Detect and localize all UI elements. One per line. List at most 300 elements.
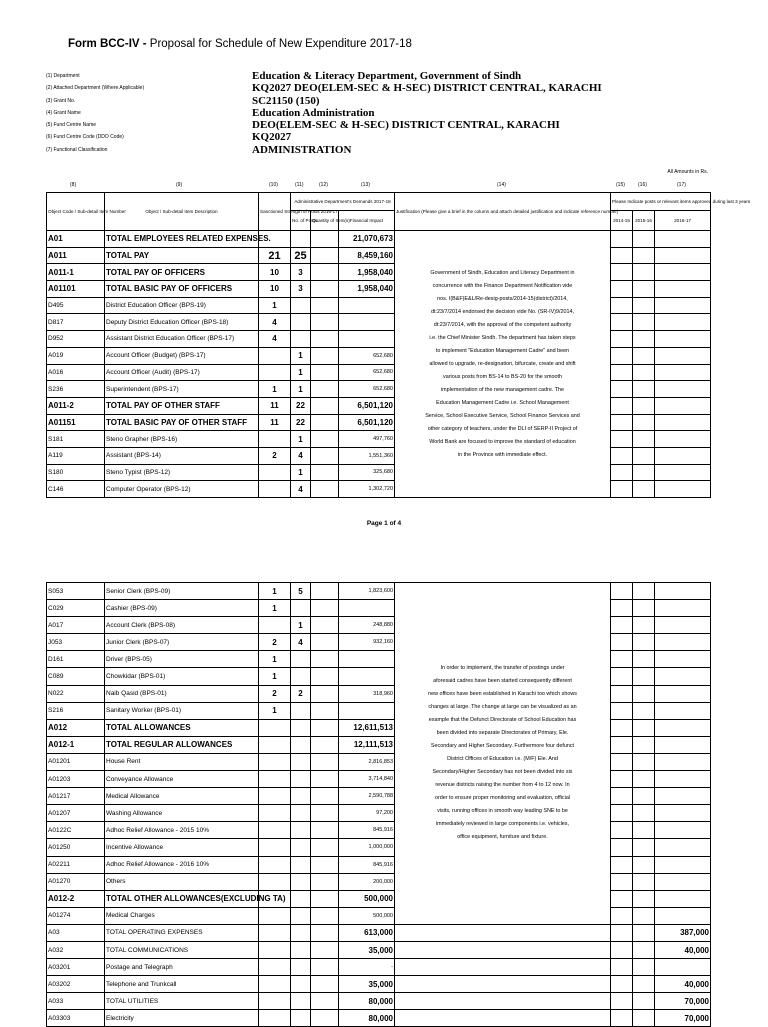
approved-2016-17: 387,000 xyxy=(655,924,711,941)
sanctioned-posts xyxy=(259,805,291,822)
approved-2014-15 xyxy=(611,281,633,298)
table-row xyxy=(47,805,711,822)
financial-impact: 845,916 xyxy=(339,856,395,873)
approved-2016-17 xyxy=(655,583,711,600)
approved-2016-17 xyxy=(655,600,711,617)
table-row xyxy=(47,753,711,770)
no-of-posts: 3 xyxy=(291,281,311,298)
approved-2014-15 xyxy=(611,634,633,651)
financial-impact xyxy=(339,331,395,348)
approved-2016-17 xyxy=(655,481,711,498)
approved-2015-16 xyxy=(633,873,655,890)
approved-2016-17 xyxy=(655,414,711,431)
meta-label: (1) Department xyxy=(46,73,80,79)
object-code: A01250 xyxy=(47,839,105,856)
object-code: S236 xyxy=(47,381,105,398)
table-row xyxy=(47,873,711,890)
meta-row xyxy=(46,144,746,156)
approved-2014-15 xyxy=(611,651,633,668)
justification-line: example that the Defunct Directorate of School Education has xyxy=(428,717,577,724)
table-row xyxy=(47,788,711,805)
sanctioned-posts xyxy=(259,617,291,634)
financial-impact: 932,160 xyxy=(339,634,395,651)
approved-2016-17 xyxy=(655,736,711,753)
approved-2014-15 xyxy=(611,481,633,498)
no-of-posts xyxy=(291,668,311,685)
sanctioned-posts: 1 xyxy=(259,583,291,600)
header-2014-15: 2014-15 xyxy=(611,211,633,231)
table-row xyxy=(47,771,711,788)
item-description: Adhoc Relief Allowance - 2016 10% xyxy=(105,856,259,873)
object-code: A01151 xyxy=(47,414,105,431)
financial-impact: 6,501,120 xyxy=(339,414,395,431)
table-row xyxy=(47,364,711,381)
item-description: Senior Clerk (BPS-09) xyxy=(105,583,259,600)
sanctioned-posts: 10 xyxy=(259,264,291,281)
approved-2014-15 xyxy=(611,924,633,941)
quantity xyxy=(311,447,339,464)
item-description: TOTAL REGULAR ALLOWANCES xyxy=(105,736,259,753)
approved-2014-15 xyxy=(611,788,633,805)
sanctioned-posts: 1 xyxy=(259,381,291,398)
table-row xyxy=(47,993,711,1010)
item-description: Account Clerk (BPS-08) xyxy=(105,617,259,634)
schedule-table-page1 xyxy=(46,192,751,498)
header-posts: No. of Posts xyxy=(291,211,311,231)
meta-row xyxy=(46,119,746,131)
item-description: Account Officer (Budget) (BPS-17) xyxy=(105,347,259,364)
financial-impact: 1,000,000 xyxy=(339,839,395,856)
object-code: A017 xyxy=(47,617,105,634)
approved-2014-15 xyxy=(611,264,633,281)
approved-2015-16 xyxy=(633,431,655,448)
approved-2016-17 xyxy=(655,617,711,634)
table-row xyxy=(47,907,711,924)
table-row xyxy=(47,481,711,498)
sanctioned-posts xyxy=(259,873,291,890)
justification-line: District Offices of Education i.e. (M/F) Ele. And xyxy=(447,756,558,763)
financial-impact: 500,000 xyxy=(339,907,395,924)
quantity xyxy=(311,481,339,498)
approved-2016-17 xyxy=(655,347,711,364)
item-description: TOTAL ALLOWANCES xyxy=(105,719,259,736)
sanctioned-posts: 11 xyxy=(259,397,291,414)
column-number: (8) xyxy=(70,182,77,188)
item-description: Electricity xyxy=(105,1010,259,1027)
approved-2016-17 xyxy=(655,805,711,822)
justification-line: dt:23/7/2014 endorsed the decision vide No. (SR-IV)9/2014, xyxy=(431,308,574,315)
item-description: Junior Clerk (BPS-07) xyxy=(105,634,259,651)
approved-2016-17 xyxy=(655,247,711,264)
no-of-posts xyxy=(291,907,311,924)
financial-impact xyxy=(339,702,395,719)
item-description: TOTAL BASIC PAY OF OTHER STAFF xyxy=(105,414,259,431)
object-code: A011-1 xyxy=(47,264,105,281)
justification-line: Service, School Executive Service, School Finance Services and xyxy=(425,412,580,419)
header-justification: Justification (Please give a brief in the column and attach detailed justification and indicate reference number) xyxy=(395,193,611,231)
quantity xyxy=(311,822,339,839)
quantity xyxy=(311,771,339,788)
object-code: A012-2 xyxy=(47,890,105,907)
quantity xyxy=(311,959,339,976)
no-of-posts xyxy=(291,941,311,958)
justification-line: implementation of the new management cadre. The xyxy=(440,386,565,393)
meta-value: SC21150 (150) xyxy=(252,94,320,107)
approved-2016-17: 40,000 xyxy=(655,941,711,958)
meta-value: ADMINISTRATION xyxy=(252,143,352,156)
quantity xyxy=(311,753,339,770)
financial-impact: - xyxy=(339,959,395,976)
approved-2015-16 xyxy=(633,231,655,248)
object-code: A0122C xyxy=(47,822,105,839)
table-row xyxy=(47,822,711,839)
sanctioned-posts xyxy=(259,464,291,481)
item-description: Telephone and Trunkcall xyxy=(105,976,259,993)
table-row xyxy=(47,941,711,958)
quantity xyxy=(311,993,339,1010)
no-of-posts xyxy=(291,719,311,736)
header-indicate: Please Indicate posts or relevant items approved during last 3 years xyxy=(611,193,711,211)
financial-impact xyxy=(339,668,395,685)
meta-value: KQ2027 xyxy=(252,131,292,144)
sanctioned-posts xyxy=(259,907,291,924)
quantity xyxy=(311,924,339,941)
approved-2015-16 xyxy=(633,719,655,736)
object-code: A119 xyxy=(47,447,105,464)
quantity xyxy=(311,397,339,414)
header-impact: Financial Impact xyxy=(339,211,395,231)
financial-impact: 318,960 xyxy=(339,685,395,702)
meta-label: (6) Fund Centre Code (DDO Code) xyxy=(46,134,124,141)
quantity xyxy=(311,873,339,890)
object-code: A03202 xyxy=(47,976,105,993)
approved-2015-16 xyxy=(633,941,655,958)
meta-row xyxy=(46,107,746,119)
approved-2014-15 xyxy=(611,856,633,873)
sanctioned-posts xyxy=(259,364,291,381)
justification-line: Secondary and Higher Secondary. Furthermore four defunct xyxy=(430,743,575,750)
approved-2015-16 xyxy=(633,1010,655,1027)
item-description: TOTAL PAY xyxy=(105,247,259,264)
object-code: D495 xyxy=(47,297,105,314)
table-row xyxy=(47,736,711,753)
approved-2016-17 xyxy=(655,331,711,348)
sanctioned-posts xyxy=(259,1010,291,1027)
approved-2016-17 xyxy=(655,702,711,719)
no-of-posts xyxy=(291,805,311,822)
financial-impact xyxy=(339,297,395,314)
quantity xyxy=(311,976,339,993)
justification-empty xyxy=(395,976,611,993)
financial-impact: 12,111,513 xyxy=(339,736,395,753)
approved-2015-16 xyxy=(633,668,655,685)
approved-2016-17 xyxy=(655,907,711,924)
meta-value: DEO(ELEM-SEC & H-SEC) DISTRICT CENTRAL, KARACHI xyxy=(252,119,560,132)
financial-impact: 8,459,160 xyxy=(339,247,395,264)
table-row xyxy=(47,668,711,685)
approved-2015-16 xyxy=(633,297,655,314)
meta-label: (4) Grant Name xyxy=(46,109,81,116)
sanctioned-posts: 1 xyxy=(259,651,291,668)
approved-2015-16 xyxy=(633,788,655,805)
item-description: TOTAL PAY OF OTHER STAFF xyxy=(105,397,259,414)
justification-line: visits, running offices in smooth way leading SNE to be xyxy=(437,808,568,815)
quantity xyxy=(311,702,339,719)
no-of-posts: 4 xyxy=(291,481,311,498)
table-row xyxy=(47,702,711,719)
sanctioned-posts xyxy=(259,736,291,753)
item-description: TOTAL EMPLOYEES RELATED EXPENSES. xyxy=(105,231,259,248)
approved-2015-16 xyxy=(633,447,655,464)
approved-2015-16 xyxy=(633,890,655,907)
approved-2014-15 xyxy=(611,583,633,600)
object-code: A01101 xyxy=(47,281,105,298)
no-of-posts xyxy=(291,651,311,668)
sanctioned-posts xyxy=(259,771,291,788)
justification-line: new offices have been established in Karachi too which shows xyxy=(428,691,577,698)
financial-impact: 1,551,360 xyxy=(339,447,395,464)
approved-2016-17 xyxy=(655,364,711,381)
quantity xyxy=(311,736,339,753)
item-description: TOTAL COMMUNICATIONS xyxy=(105,941,259,958)
approved-2014-15 xyxy=(611,822,633,839)
financial-impact: 652,680 xyxy=(339,347,395,364)
object-code: S053 xyxy=(47,583,105,600)
financial-impact: 2,816,853 xyxy=(339,753,395,770)
table-row xyxy=(47,651,711,668)
approved-2014-15 xyxy=(611,736,633,753)
page-number: Page 1 of 4 xyxy=(366,520,402,527)
approved-2015-16 xyxy=(633,771,655,788)
financial-impact: 1,823,600 xyxy=(339,583,395,600)
approved-2014-15 xyxy=(611,447,633,464)
approved-2015-16 xyxy=(633,583,655,600)
header-meta xyxy=(46,70,746,156)
item-description: Naib Qasid (BPS-01) xyxy=(105,685,259,702)
column-number: (17) xyxy=(677,182,686,188)
quantity xyxy=(311,281,339,298)
approved-2016-17 xyxy=(655,281,711,298)
sanctioned-posts xyxy=(259,993,291,1010)
table-row xyxy=(47,247,711,264)
quantity xyxy=(311,247,339,264)
quantity xyxy=(311,414,339,431)
quantity xyxy=(311,788,339,805)
approved-2014-15 xyxy=(611,247,633,264)
item-description: TOTAL OTHER ALLOWANCES(EXCLUDING TA) xyxy=(105,890,259,907)
object-code: A01270 xyxy=(47,873,105,890)
approved-2015-16 xyxy=(633,907,655,924)
header-code: Object Code / Sub-detail Item Number xyxy=(47,193,105,231)
item-description: District Education Officer (BPS-19) xyxy=(105,297,259,314)
object-code: A03303 xyxy=(47,1010,105,1027)
sanctioned-posts xyxy=(259,347,291,364)
no-of-posts xyxy=(291,600,311,617)
approved-2016-17 xyxy=(655,771,711,788)
justification-line: concurrence with the Finance Department Notification vide xyxy=(432,282,573,289)
item-description: TOTAL UTILITIES xyxy=(105,993,259,1010)
approved-2014-15 xyxy=(611,600,633,617)
table-row xyxy=(47,583,711,600)
justification-empty xyxy=(395,993,611,1010)
approved-2014-15 xyxy=(611,314,633,331)
financial-impact: 845,916 xyxy=(339,822,395,839)
quantity xyxy=(311,347,339,364)
item-description: Account Officer (Audit) (BPS-17) xyxy=(105,364,259,381)
approved-2015-16 xyxy=(633,247,655,264)
object-code: A033 xyxy=(47,993,105,1010)
approved-2015-16 xyxy=(633,364,655,381)
no-of-posts: 3 xyxy=(291,264,311,281)
meta-value: Education & Literacy Department, Government of Sindh xyxy=(252,70,522,82)
item-description: TOTAL BASIC PAY OF OFFICERS xyxy=(105,281,259,298)
financial-impact: 1,302,720 xyxy=(339,481,395,498)
item-description: Medical Allowance xyxy=(105,788,259,805)
sanctioned-posts: 1 xyxy=(259,600,291,617)
approved-2015-16 xyxy=(633,314,655,331)
approved-2015-16 xyxy=(633,347,655,364)
approved-2016-17 xyxy=(655,381,711,398)
header-desc: Object / Sub-detail Item Description xyxy=(105,193,259,231)
header-2016-17: 2016-17 xyxy=(655,211,711,231)
header-2015-16: 2015-16 xyxy=(633,211,655,231)
approved-2014-15 xyxy=(611,719,633,736)
quantity xyxy=(311,685,339,702)
approved-2014-15 xyxy=(611,464,633,481)
justification-line: order to ensure proper monitoring and evaluation, official xyxy=(434,795,571,802)
approved-2015-16 xyxy=(633,651,655,668)
table-row xyxy=(47,414,711,431)
no-of-posts xyxy=(291,873,311,890)
no-of-posts xyxy=(291,753,311,770)
object-code: C089 xyxy=(47,668,105,685)
object-code: N022 xyxy=(47,685,105,702)
object-code: A03201 xyxy=(47,959,105,976)
object-code: A01274 xyxy=(47,907,105,924)
sanctioned-posts xyxy=(259,856,291,873)
item-description: Deputy District Education Officer (BPS-18) xyxy=(105,314,259,331)
column-number: (14) xyxy=(497,182,506,188)
approved-2014-15 xyxy=(611,753,633,770)
object-code: A02211 xyxy=(47,856,105,873)
approved-2016-17 xyxy=(655,431,711,448)
justification-text xyxy=(395,583,611,925)
justification-empty xyxy=(395,959,611,976)
object-code: D952 xyxy=(47,331,105,348)
quantity xyxy=(311,839,339,856)
quantity xyxy=(311,856,339,873)
approved-2014-15 xyxy=(611,617,633,634)
no-of-posts xyxy=(291,331,311,348)
item-description: Assistant (BPS-14) xyxy=(105,447,259,464)
quantity xyxy=(311,464,339,481)
quantity xyxy=(311,651,339,668)
approved-2014-15 xyxy=(611,907,633,924)
approved-2016-17 xyxy=(655,231,711,248)
table-row xyxy=(47,314,711,331)
approved-2014-15 xyxy=(611,1010,633,1027)
approved-2014-15 xyxy=(611,331,633,348)
quantity xyxy=(311,907,339,924)
approved-2014-15 xyxy=(611,231,633,248)
justification-line: been divided into separate Directorates of Primary, Ele. xyxy=(436,730,569,737)
sanctioned-posts: 21 xyxy=(259,247,291,264)
sanctioned-posts xyxy=(259,839,291,856)
column-number: (13) xyxy=(361,182,370,188)
item-description: Postage and Telegraph xyxy=(105,959,259,976)
sanctioned-posts: 1 xyxy=(259,702,291,719)
approved-2014-15 xyxy=(611,941,633,958)
schedule-table-page2 xyxy=(46,582,711,1027)
financial-impact xyxy=(339,651,395,668)
item-description: TOTAL PAY OF OFFICERS xyxy=(105,264,259,281)
header-row xyxy=(47,193,711,211)
header-sanctioned: Sanctioned Strength of Posts 2016-17 xyxy=(259,193,291,231)
no-of-posts: 25 xyxy=(291,247,311,264)
financial-impact: 652,680 xyxy=(339,381,395,398)
object-code: A01217 xyxy=(47,788,105,805)
quantity xyxy=(311,719,339,736)
item-description: Chowkidar (BPS-01) xyxy=(105,668,259,685)
financial-impact: 97,200 xyxy=(339,805,395,822)
object-code: J053 xyxy=(47,634,105,651)
no-of-posts: 22 xyxy=(291,414,311,431)
approved-2016-17 xyxy=(655,668,711,685)
approved-2015-16 xyxy=(633,414,655,431)
financial-impact: 6,501,120 xyxy=(339,397,395,414)
quantity xyxy=(311,431,339,448)
quantity xyxy=(311,297,339,314)
object-code: A019 xyxy=(47,347,105,364)
sanctioned-posts xyxy=(259,822,291,839)
item-description: Washing Allowance xyxy=(105,805,259,822)
item-description: Medical Charges xyxy=(105,907,259,924)
approved-2015-16 xyxy=(633,959,655,976)
no-of-posts: 1 xyxy=(291,617,311,634)
approved-2015-16 xyxy=(633,976,655,993)
financial-impact: 2,590,788 xyxy=(339,788,395,805)
object-code: A01 xyxy=(47,231,105,248)
approved-2014-15 xyxy=(611,839,633,856)
financial-impact: 1,958,040 xyxy=(339,264,395,281)
table-row xyxy=(47,231,711,248)
item-description: House Rent xyxy=(105,753,259,770)
column-number: (15) xyxy=(616,182,625,188)
approved-2016-17 xyxy=(655,890,711,907)
approved-2016-17 xyxy=(655,719,711,736)
financial-impact: 248,880 xyxy=(339,617,395,634)
justification-line: aforesaid cadres have been started consequently different xyxy=(433,678,572,685)
table-row xyxy=(47,839,711,856)
justification-line: in the Province with immediate effect. xyxy=(457,451,548,458)
approved-2016-17 xyxy=(655,856,711,873)
no-of-posts xyxy=(291,314,311,331)
financial-impact: 325,680 xyxy=(339,464,395,481)
sanctioned-posts: 2 xyxy=(259,447,291,464)
approved-2015-16 xyxy=(633,634,655,651)
no-of-posts: 1 xyxy=(291,431,311,448)
sanctioned-posts xyxy=(259,431,291,448)
object-code: A01201 xyxy=(47,753,105,770)
approved-2015-16 xyxy=(633,331,655,348)
approved-2014-15 xyxy=(611,959,633,976)
sanctioned-posts: 1 xyxy=(259,668,291,685)
table-row xyxy=(47,617,711,634)
approved-2016-17 xyxy=(655,651,711,668)
financial-impact: 35,000 xyxy=(339,941,395,958)
no-of-posts xyxy=(291,976,311,993)
approved-2016-17 xyxy=(655,314,711,331)
